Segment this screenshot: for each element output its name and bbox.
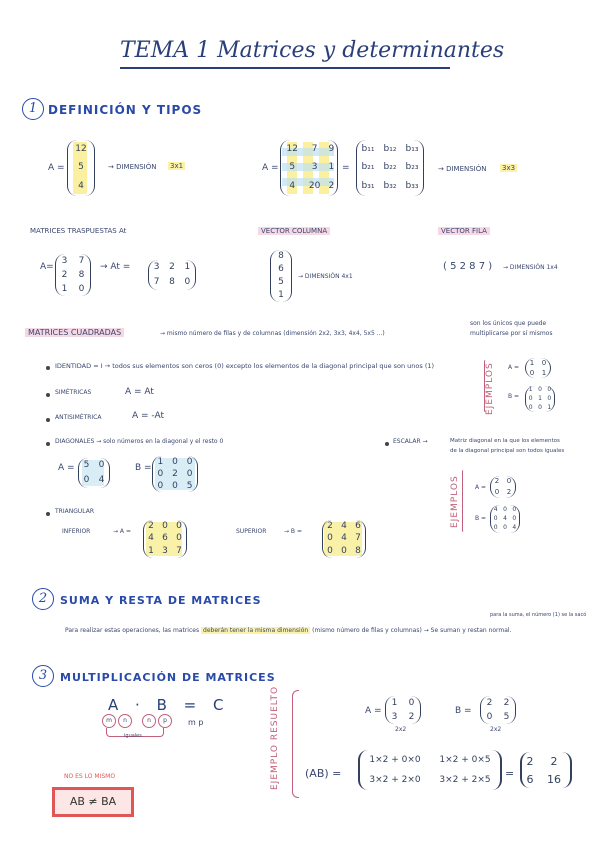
- matrix-cell: 0: [541, 358, 547, 367]
- matrix-cell: 2: [550, 754, 558, 768]
- dim-1-value: 3x1: [170, 162, 184, 170]
- matrix-cell: 20: [308, 181, 321, 192]
- def-b-label: A =: [262, 163, 279, 173]
- section-2-title: SUMA Y RESTA DE MATRICES: [60, 594, 262, 607]
- dim-m: m: [102, 714, 116, 728]
- dim-p: p: [158, 714, 172, 728]
- bullet: [46, 418, 50, 422]
- matrix-cell: b₂₁: [361, 162, 375, 173]
- superior-label: SUPERIOR: [236, 528, 267, 535]
- transp-label-text: MATRICES TRASPUESTAS: [30, 227, 117, 235]
- matrix-cell: 7: [176, 546, 182, 557]
- matrix-cell: b₂₃: [405, 162, 419, 173]
- matrix-cell: 12: [286, 143, 298, 154]
- result-matrix: [520, 752, 572, 788]
- ex-a-dim: 2x2: [395, 726, 407, 733]
- row-vector: ( 5 2 8 7 ): [443, 261, 493, 272]
- matrix-cell: 5: [83, 460, 90, 470]
- matrix-cell: 0: [538, 403, 542, 411]
- inf-eq: → A =: [113, 528, 131, 535]
- matrix-cell: b₂₂: [383, 162, 397, 173]
- matrix-cell: 0: [327, 546, 333, 557]
- matrix-cell: 0: [172, 456, 178, 467]
- matrix-cell: 0: [341, 546, 347, 557]
- result-dims: m p: [188, 718, 204, 727]
- ex-matrix-b: [480, 696, 516, 724]
- ex-a-label: A =: [365, 706, 382, 716]
- matrix-cell: 1: [148, 546, 154, 557]
- matrix-cell: 0: [186, 456, 193, 467]
- matrix-cell: 0: [512, 514, 517, 522]
- row-vector-dim: → DIMENSIÓN 1x4: [503, 264, 558, 271]
- square-desc: → mismo número de filas y de columnas (dimensión 2x2, 3x3, 4x4, 5x5 ...): [160, 330, 385, 337]
- brace: [462, 470, 465, 532]
- bullet: [46, 442, 50, 446]
- matrix-cell: 0: [528, 403, 533, 411]
- resuelto-brace: [292, 690, 299, 798]
- matrix-cell: 3: [61, 255, 68, 266]
- matrix-cell: 4: [98, 475, 105, 485]
- matrix-cell: 1: [61, 283, 68, 294]
- matrix-cell: 3: [391, 711, 398, 722]
- bullet: [46, 366, 50, 370]
- inferior-matrix: [143, 520, 187, 558]
- matrix-cell: 6: [162, 533, 168, 544]
- ejemplos-label-2: EJEMPLOS: [450, 475, 460, 528]
- identity-matrix-b: [525, 386, 555, 412]
- matrix-cell: 2: [486, 697, 493, 708]
- ex-matrix-a: [385, 696, 421, 724]
- matrix-cell: 2: [503, 697, 510, 708]
- matrix-cell: 0: [176, 520, 182, 531]
- matrix-cell: 8: [169, 277, 175, 287]
- diag-a-label: A =: [58, 463, 75, 473]
- square-note-1: son los únicos que puede: [470, 320, 547, 327]
- matrix-cell: b₃₂: [383, 181, 397, 192]
- matrix-cell: 3: [153, 262, 160, 272]
- matrix-cell: 5: [278, 277, 284, 287]
- superior-matrix: [322, 520, 366, 558]
- matrix-cell: 1: [391, 697, 398, 708]
- matrix-cell: 0: [528, 394, 533, 402]
- matrix-cell: 7: [153, 277, 160, 287]
- section-1-title: DEFINICIÓN Y TIPOS: [48, 103, 203, 117]
- matrix-cell: 4: [341, 533, 347, 544]
- matrix-cell: 0: [327, 533, 333, 544]
- matrix-cell: 0: [408, 697, 415, 708]
- symmetric-eq: A = At: [125, 387, 154, 397]
- matrix-cell: b₁₃: [405, 143, 419, 154]
- matrix-cell: 1: [278, 290, 284, 300]
- matrix-a-col: [67, 140, 95, 196]
- matrix-cell: 0: [547, 386, 552, 394]
- matrix-cell: b₃₃: [405, 181, 419, 192]
- square-note-2: multiplicarse por sí mismos: [470, 330, 553, 337]
- matrix-cell: 8: [278, 251, 284, 261]
- matrix-cell: 6: [278, 264, 284, 274]
- escalar-desc-2: de la diagonal principal son todos iguales: [450, 448, 565, 454]
- equals-sign: =: [342, 163, 350, 173]
- iguales-label: iguales: [124, 733, 142, 739]
- symmetric-label: SIMÉTRICAS: [55, 389, 92, 396]
- sum-text-2: deberán tener la misma dimensión: [203, 627, 309, 634]
- matrix-cell: 4: [289, 181, 296, 192]
- matrix-cell: 0: [506, 477, 512, 485]
- matrix-cell: 1: [528, 386, 533, 394]
- ejemplos-label-1: EJEMPLOS: [485, 362, 495, 415]
- ex-b-dim: 2x2: [490, 726, 502, 733]
- section-3-number: 3: [32, 665, 54, 687]
- mult-equation: A · B = C: [108, 696, 230, 714]
- bullet: [46, 393, 50, 397]
- matrix-cell: 2: [506, 488, 512, 496]
- triangular-label: TRIANGULAR: [55, 508, 94, 515]
- matrix-cell: 5: [503, 711, 510, 722]
- ab-matrix: [358, 750, 502, 790]
- escalar-desc-1: Matriz diagonal en la que los elementos: [450, 438, 560, 444]
- row-vector-label: VECTOR FILA: [438, 227, 490, 235]
- matrix-cell: 0: [162, 520, 168, 531]
- matrix-cell: 7: [311, 143, 318, 154]
- matrix-cell: 0: [172, 480, 178, 491]
- at-label: → At =: [100, 262, 131, 272]
- matrix-cell: 0: [547, 394, 552, 402]
- matrix-b-3x3: [280, 140, 338, 196]
- square-label: MATRICES CUADRADAS: [25, 328, 124, 337]
- matrix-cell: 1: [184, 262, 191, 272]
- matrix-cell: 0: [486, 711, 493, 722]
- matrix-cell: 1: [541, 368, 547, 377]
- matrix-cell: 0: [529, 368, 535, 377]
- transp-sup: At: [118, 227, 127, 235]
- dim-1-label: → DIMENSIÓN: [108, 163, 157, 171]
- transp-a-label: A=: [40, 262, 54, 272]
- matrix-cell: 0: [512, 505, 517, 513]
- ex-b-label: B =: [455, 706, 472, 716]
- matrix-cell: 2: [148, 520, 154, 531]
- matrix-cell: 2: [526, 754, 534, 768]
- matrix-cell: 1×2 + 0×0: [369, 754, 421, 765]
- matrix-cell: 0: [83, 475, 90, 485]
- dim-2-label: → DIMENSIÓN: [438, 165, 487, 173]
- diagonal-text: DIAGONALES → solo números en la diagonal y el resto 0: [55, 438, 224, 445]
- matrix-cell: 0: [176, 533, 182, 544]
- matrix-cell: 0: [157, 468, 164, 479]
- transp-label: [30, 227, 126, 235]
- matrix-cell: 3: [162, 546, 168, 557]
- matrix-cell: 3×2 + 2×0: [369, 774, 421, 785]
- matrix-at: [148, 260, 196, 290]
- matrix-cell: 7: [355, 533, 361, 544]
- matrix-cell: 4: [512, 524, 517, 532]
- dim-n: n: [142, 714, 156, 728]
- identity-text: IDENTIDAD = I → todos sus elementos son ceros (0) excepto los elementos de la diagonal principal que son unos (1): [55, 362, 435, 370]
- escalar-matrix-a: [490, 476, 516, 498]
- matrix-cell: 2: [408, 711, 415, 722]
- inferior-label: INFERIOR: [62, 528, 91, 535]
- matrix-cell: 2: [172, 468, 178, 479]
- ab-neq-ba-box: AB ≠ BA: [52, 787, 134, 817]
- section-2-number: 2: [32, 588, 54, 610]
- matrix-cell: 3×2 + 2×5: [439, 774, 491, 785]
- matrix-cell: 0: [538, 386, 542, 394]
- col-vector-label: VECTOR COLUMNA: [258, 227, 330, 235]
- matrix-cell: 5: [186, 480, 193, 491]
- matrix-cell: 8: [78, 269, 85, 280]
- esc-a-label: A =: [475, 484, 487, 491]
- matrix-cell: 0: [186, 468, 193, 479]
- bullet: [46, 512, 50, 516]
- escalar-matrix-b: [490, 505, 520, 533]
- matrix-cell: 0: [78, 283, 85, 294]
- matrix-cell: 0: [503, 505, 507, 513]
- matrix-cell: 3: [311, 162, 318, 173]
- matrix-cell: 1×2 + 0×5: [439, 754, 491, 765]
- diag-matrix-b: [152, 456, 198, 492]
- matrix-cell: 6: [526, 772, 534, 786]
- title-underline: [120, 67, 450, 69]
- diag-b-label: B =: [135, 463, 152, 473]
- bullet: [385, 442, 389, 446]
- sum-text-3: (mismo número de filas y columnas) → Se suman y restan normal.: [312, 627, 512, 634]
- matrix-cell: 4: [341, 520, 347, 531]
- escalar-label: ESCALAR →: [393, 438, 428, 445]
- sum-text-1: Para realizar estas operaciones, las matrices: [65, 627, 200, 634]
- ab-label: (AB) =: [305, 767, 342, 780]
- matrix-cell: 2: [61, 269, 68, 280]
- sum-note: para la suma, el número (1) se la sacó: [490, 612, 587, 618]
- antisym-eq: A = -At: [132, 411, 164, 421]
- matrix-generic: [356, 140, 424, 196]
- matrix-cell: b₁₂: [383, 143, 397, 154]
- matrix-cell: 4: [493, 505, 498, 513]
- id-a-label: A =: [508, 364, 520, 371]
- matrix-cell: 4: [78, 181, 84, 192]
- matrix-cell: 1: [547, 403, 552, 411]
- matrix-cell: 1: [157, 456, 164, 467]
- matrix-cell: 0: [493, 514, 498, 522]
- sum-text: [65, 627, 512, 634]
- matrix-cell: 6: [355, 520, 361, 531]
- dim-2-value: 3x3: [502, 164, 516, 172]
- matrix-cell: 2: [169, 262, 175, 272]
- matrix-a-transp: [55, 254, 91, 296]
- matrix-cell: 2: [327, 520, 333, 531]
- esc-b-label: B =: [475, 515, 487, 522]
- identity-matrix-a: [525, 358, 551, 378]
- matrix-cell: 2: [328, 181, 335, 192]
- page-title: TEMA 1 Matrices y determinantes: [120, 38, 505, 63]
- matrix-cell: 0: [493, 524, 498, 532]
- matrix-cell: 8: [355, 546, 361, 557]
- matrix-cell: 0: [98, 460, 105, 470]
- matrix-cell: b₁₁: [361, 143, 375, 154]
- matrix-cell: 5: [78, 162, 84, 173]
- equals-sign: =: [505, 767, 515, 780]
- matrix-cell: 4: [148, 533, 154, 544]
- no-conm-label: NO ES LO MISMO: [64, 773, 116, 780]
- matrix-cell: 5: [289, 162, 296, 173]
- matrix-cell: 9: [328, 143, 335, 154]
- matrix-cell: 12: [75, 143, 87, 154]
- antisym-label: ANTISIMÉTRICA: [55, 414, 102, 421]
- dim-n: n: [118, 714, 132, 728]
- matrix-cell: 1: [529, 358, 535, 367]
- matrix-cell: 1: [328, 162, 335, 173]
- matrix-cell: 16: [547, 772, 561, 786]
- col-vector: [270, 250, 292, 302]
- sup-eq: → B =: [284, 528, 302, 535]
- matrix-cell: 0: [184, 277, 191, 287]
- matrix-cell: 0: [503, 524, 507, 532]
- def-a-label: A =: [48, 163, 65, 173]
- matrix-cell: 1: [538, 394, 542, 402]
- matrix-cell: 0: [157, 480, 164, 491]
- section-3-title: MULTIPLICACIÓN DE MATRICES: [60, 671, 276, 684]
- matrix-cell: 7: [78, 255, 85, 266]
- col-vector-dim: → DIMENSIÓN 4x1: [298, 273, 353, 280]
- id-b-label: B =: [508, 393, 520, 400]
- resuelto-label: EJEMPLO RESUELTO: [270, 685, 280, 790]
- diag-matrix-a: [78, 458, 110, 488]
- matrix-cell: 4: [503, 514, 507, 522]
- matrix-cell: 0: [494, 488, 500, 496]
- matrix-cell: b₃₁: [361, 181, 375, 192]
- section-1-number: 1: [22, 98, 44, 120]
- mult-dims: [100, 714, 192, 728]
- matrix-cell: 2: [494, 477, 500, 485]
